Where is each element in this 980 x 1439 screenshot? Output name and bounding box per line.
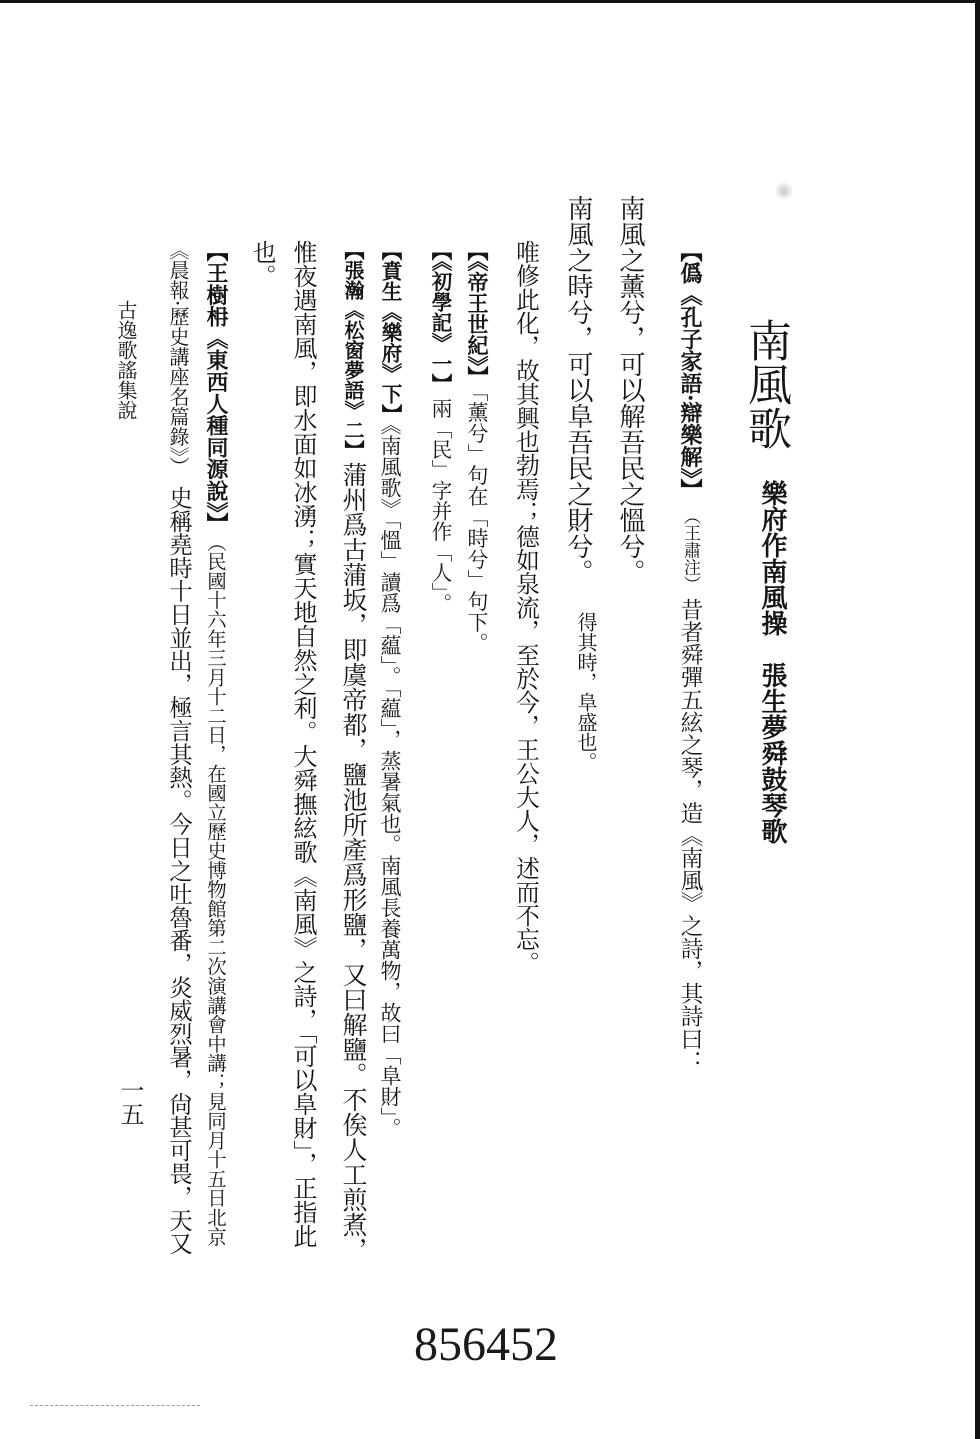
col-songchuang-end <box>246 240 278 288</box>
col-songchuang-mengyu <box>337 240 369 1262</box>
poem-line-2-note <box>570 612 602 772</box>
poem-line-1 <box>614 195 646 585</box>
title-text: 南風歌 <box>740 318 791 450</box>
source-text: 《南風歌》「慍」讀爲「藴」。「藴」，蒸暑氣也。南風長養萬物，故曰「阜財」。 <box>378 424 402 1139</box>
page-subtitle <box>756 480 788 844</box>
book-title-text: 古逸歌謠集說 <box>114 300 138 420</box>
source-text: 昔者舜彈五絃之琴，造《南風》之詩，其詩曰： <box>677 598 703 1073</box>
scan-edge-right <box>975 0 980 1439</box>
source-label: 【僞《孔子家語·辯樂解》】 <box>677 240 703 501</box>
scan-edge-top <box>0 0 980 3</box>
col-wang-shunan-continued <box>162 240 194 1255</box>
poem-note-text: 得其時，阜盛也。 <box>574 612 598 772</box>
source-text: 史稱堯時十日並出，極言其熱。今日之吐魯番，炎威烈暑，尙甚可畏，天又 <box>165 486 192 1256</box>
source-note: 《晨報·歷史講座名篇錄》） <box>166 240 190 477</box>
col-songchuang-continued <box>287 240 319 1248</box>
source-text: 惟夜遇南風，即水面如冰湧；實天地自然之利。大舜撫絃歌《南風》之詩，「可以阜財」，正指此 <box>289 240 317 1248</box>
catalog-number: 856452 <box>414 1318 558 1371</box>
scan-smudge <box>776 180 792 202</box>
poem-line-text: 南風之時兮，可以阜吾民之財兮。 <box>563 195 593 585</box>
source-label: 【張瀚《松窗夢語》二】 <box>341 240 365 460</box>
commentary <box>510 240 542 975</box>
poem-line-2 <box>562 195 594 585</box>
source-label: 【王樹枏《東西人種同源說》】 <box>203 240 228 535</box>
col-kongzi-jiayu <box>674 240 706 1073</box>
source-text: 蒲州爲古蒲坂，即虞帝都，鹽池所產爲形鹽，又曰解鹽。不俟人工煎煮， <box>339 462 368 1262</box>
subtitle-text: 樂府作南風操 張生夢舜鼓琴歌 <box>757 480 787 844</box>
source-label: 【賁生《樂府》下】 <box>378 240 402 425</box>
col-wang-shunan <box>199 240 231 1246</box>
page-title <box>739 318 791 450</box>
running-book-title <box>110 300 142 420</box>
commentary-text: 唯修此化，故其興也勃焉；德如泉流，至於今，王公大人，述而不忘。 <box>512 240 540 975</box>
source-text: 兩「民」字并作「人」。 <box>428 397 452 613</box>
source-label: 【《初學記》一】 <box>428 240 452 394</box>
page-number <box>114 1078 146 1126</box>
source-text: 也。 <box>248 240 276 288</box>
source-note: （民國十六年三月十二日，在國立歷史博物館第二次演講會中講；見同月十五日北京 <box>204 542 227 1247</box>
source-label: 【《帝王世紀》】 <box>465 240 490 387</box>
annotator-note: （王肅注） <box>680 515 700 593</box>
col-chuxue-ji <box>424 240 456 613</box>
col-ben-yuefu <box>374 240 406 1139</box>
poem-line-text: 南風之薰兮，可以解吾民之慍兮。 <box>615 195 645 585</box>
col-diwang-shiji <box>461 240 493 654</box>
page-number-text: 一五 <box>116 1078 144 1126</box>
scan-artifact-line <box>30 1405 200 1406</box>
source-text: 「薰兮」句在「時兮」句下。 <box>465 391 489 654</box>
